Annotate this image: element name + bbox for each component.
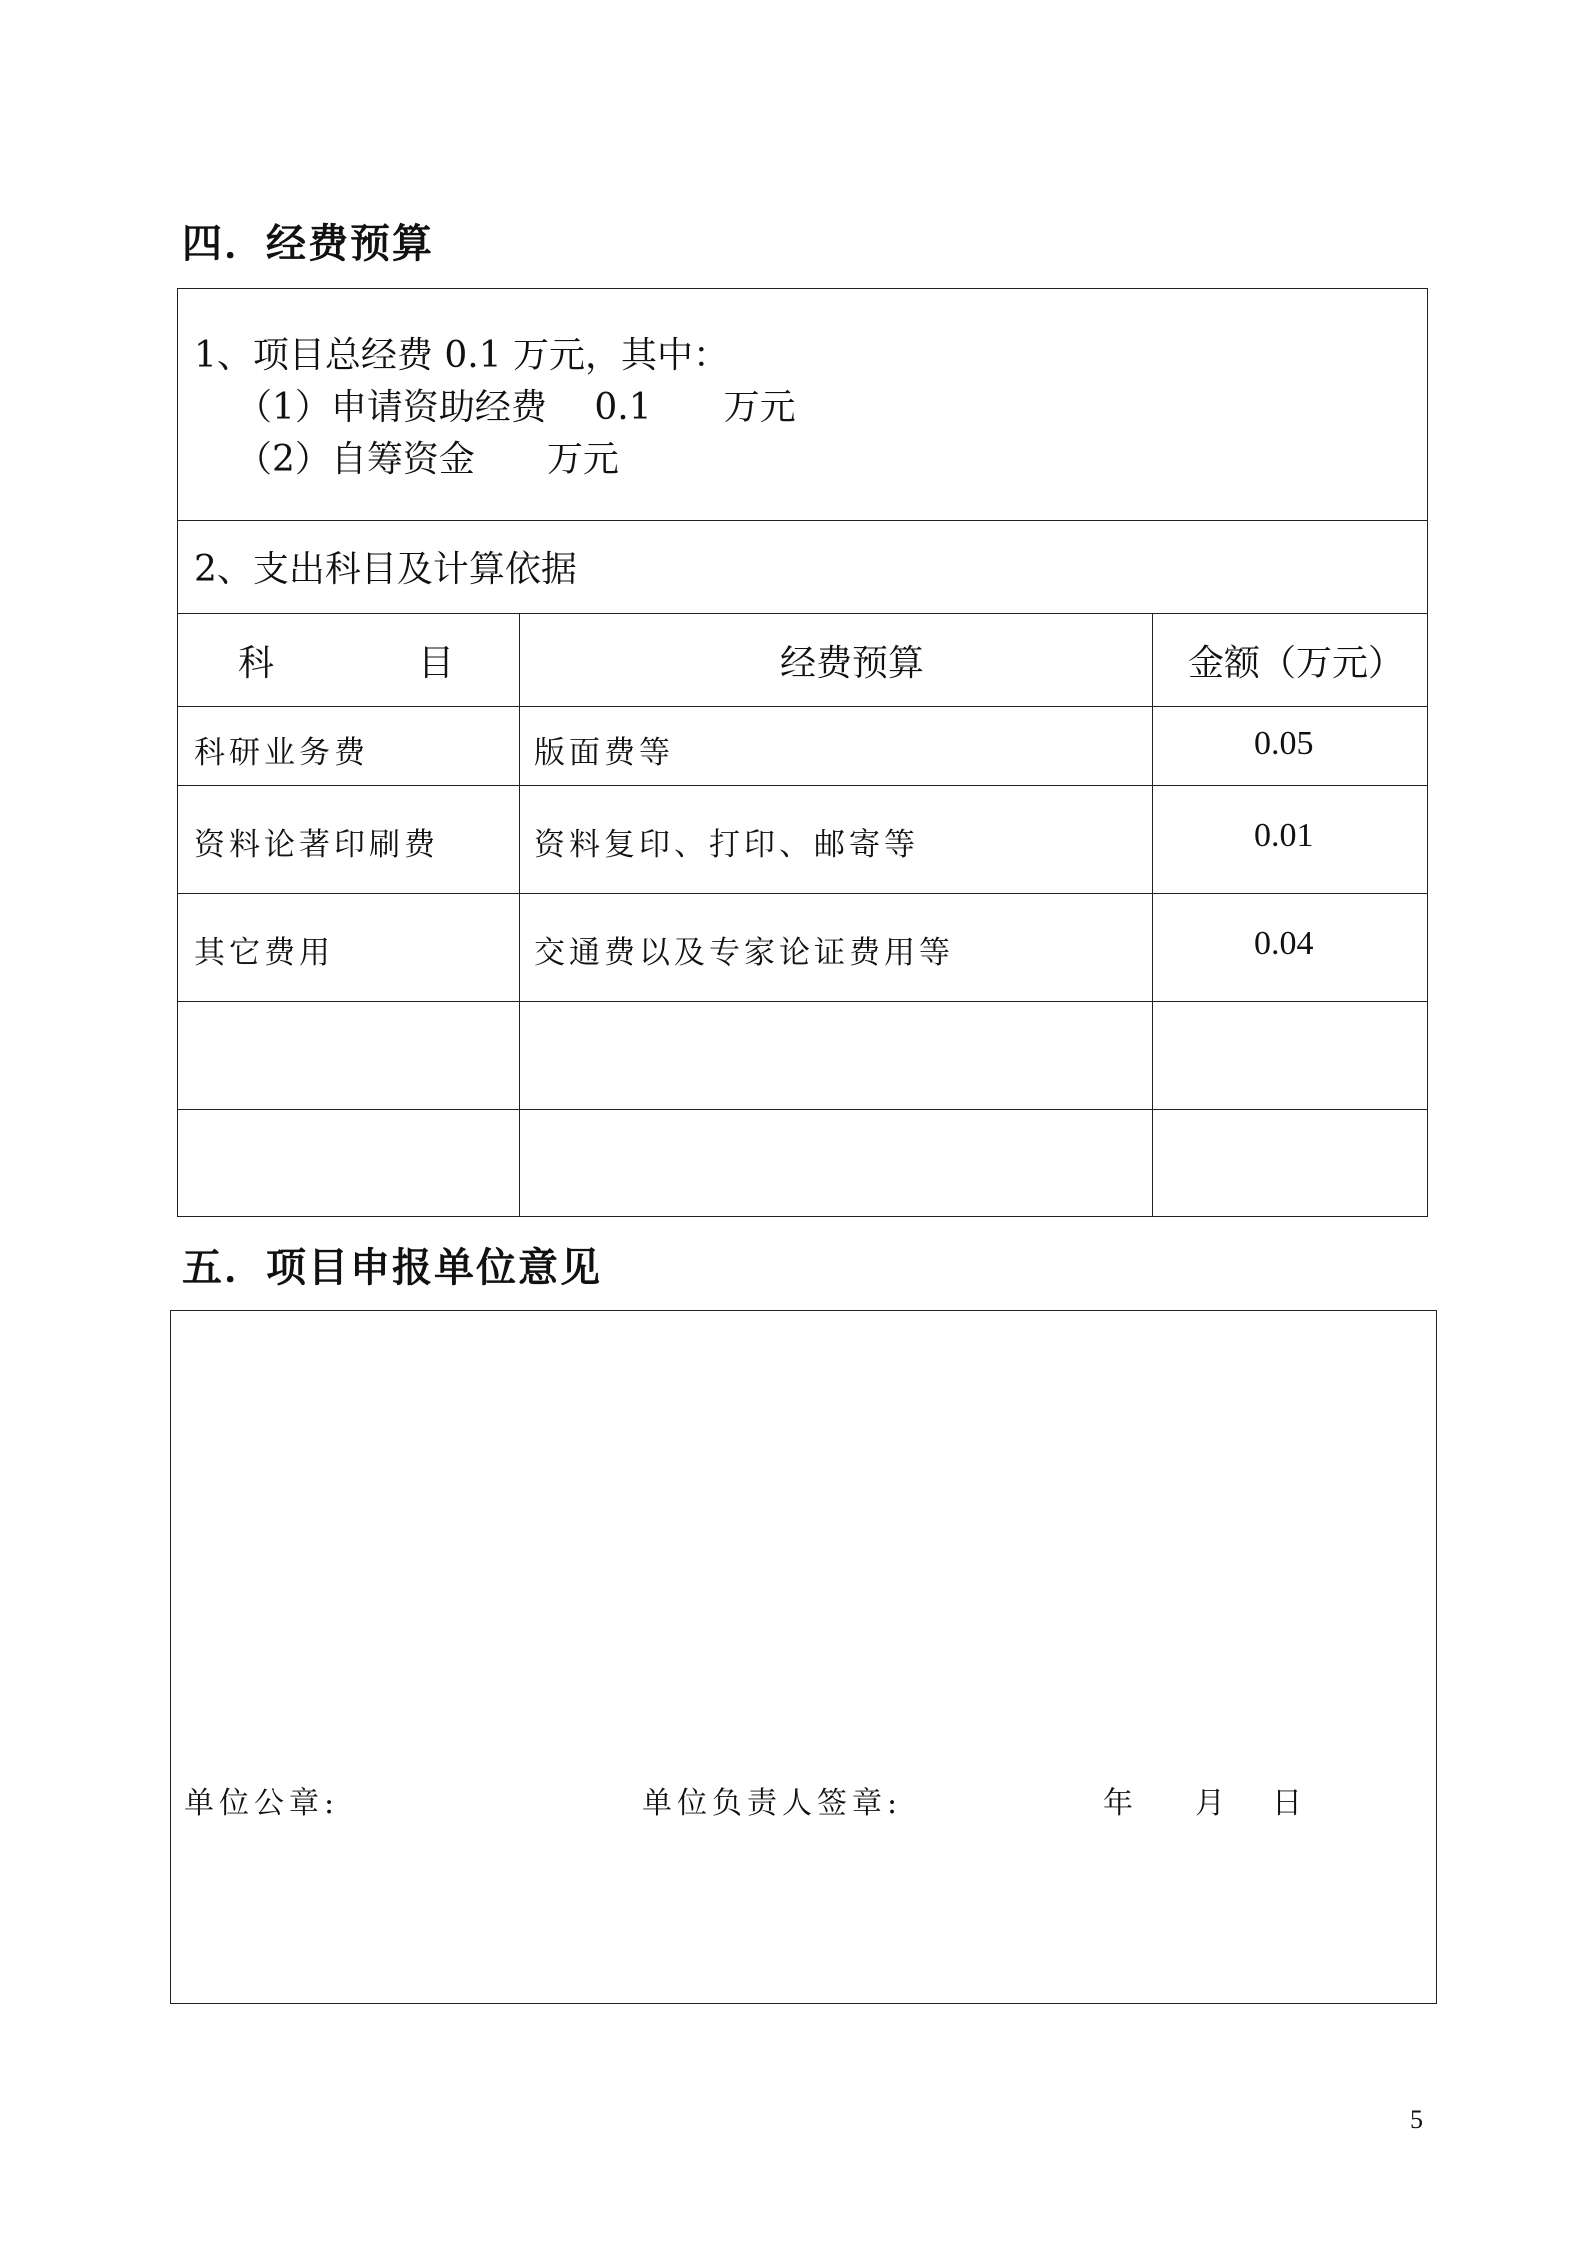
section-5-heading: 五．项目申报单位意见: [182, 1245, 602, 1291]
self-funded-line: （2）自筹资金 万元: [236, 439, 619, 480]
row-3-budget: 交通费以及专家论证费用等: [534, 935, 954, 971]
divider: [178, 1109, 1427, 1110]
unit-seal-label: 单位公章:: [184, 1786, 340, 1821]
divider: [178, 520, 1427, 521]
header-budget: 经费预算: [780, 643, 925, 684]
date-year-label: 年: [1103, 1786, 1138, 1821]
header-amount: 金额（万元）: [1188, 643, 1405, 684]
column-divider: [1152, 613, 1153, 1216]
date-month-label: 月: [1195, 1786, 1230, 1821]
row-2-item: 资料论著印刷费: [194, 827, 439, 863]
row-1-item: 科研业务费: [194, 735, 369, 771]
page-number: 5: [1410, 2105, 1423, 2134]
divider: [178, 893, 1427, 894]
section-4-heading: 四．经费预算: [182, 221, 434, 267]
funded-budget-line: （1）申请资助经费 0.1 万元: [236, 387, 796, 428]
header-item: 科 目: [238, 643, 455, 684]
divider: [178, 706, 1427, 707]
row-1-amount: 0.05: [1254, 725, 1314, 762]
divider: [178, 613, 1427, 614]
row-2-amount: 0.01: [1254, 817, 1314, 854]
row-3-amount: 0.04: [1254, 925, 1314, 962]
budget-table: [177, 288, 1428, 1217]
expense-subtitle: 2、支出科目及计算依据: [194, 549, 577, 590]
unit-leader-signature-label: 单位负责人签章:: [642, 1786, 903, 1821]
row-1-budget: 版面费等: [534, 735, 674, 771]
unit-opinion-box: [170, 1310, 1437, 2004]
column-divider: [519, 613, 520, 1216]
row-3-item: 其它费用: [194, 935, 334, 971]
date-day-label: 日: [1272, 1786, 1307, 1821]
row-2-budget: 资料复印、打印、邮寄等: [534, 827, 919, 863]
total-budget-line: 1、项目总经费 0.1 万元，其中：: [194, 335, 730, 376]
divider: [178, 785, 1427, 786]
divider: [178, 1001, 1427, 1002]
